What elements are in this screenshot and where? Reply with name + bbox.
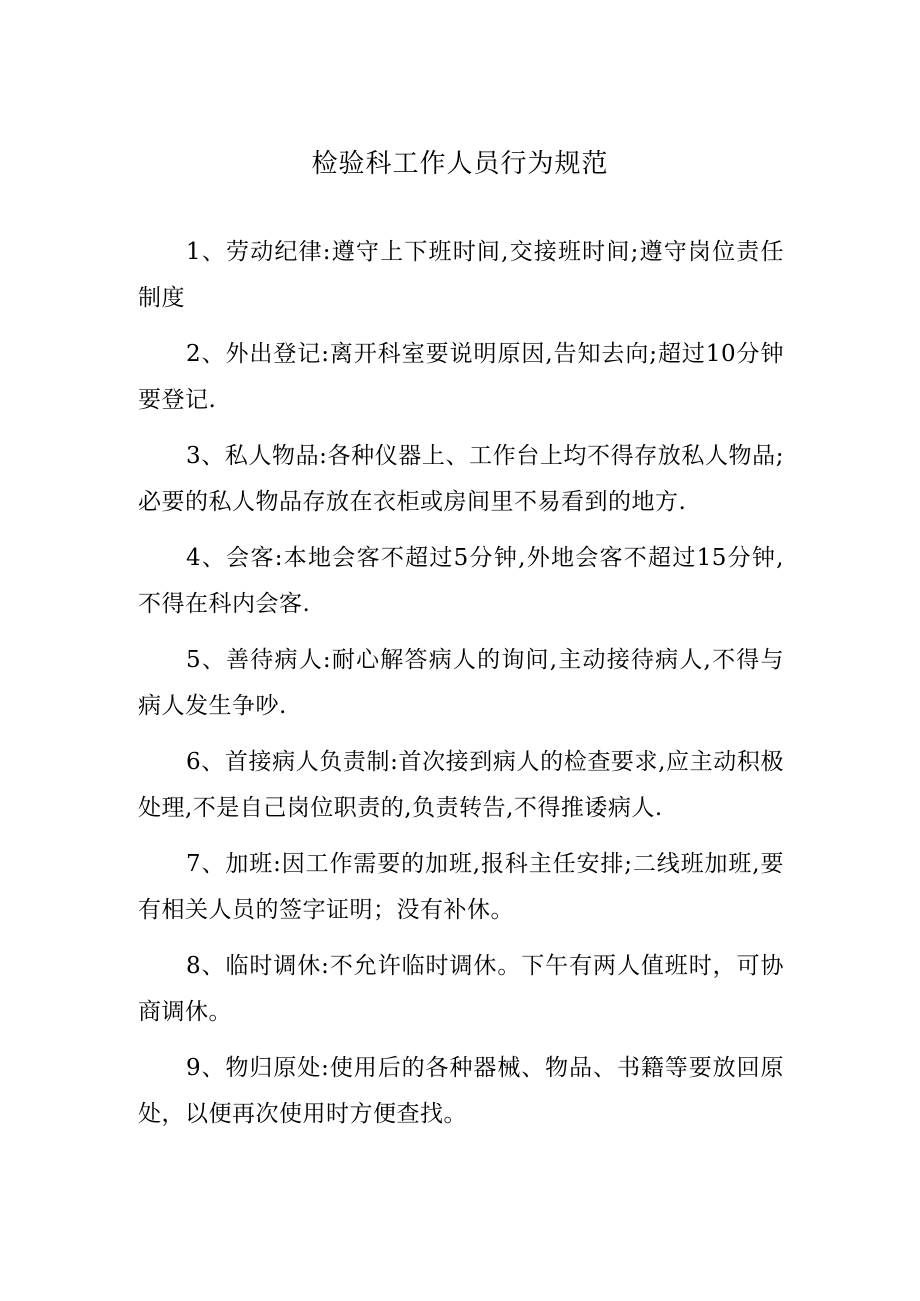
regulation-item-9: 9、物归原处:使用后的各种器械、物品、书籍等要放回原处，以便再次使用时方便查找。 (138, 1055, 784, 1127)
regulation-item-8: 8、临时调休:不允许临时调休。下午有两人值班时，可协商调休。 (138, 953, 784, 1025)
regulation-item-1: 1、劳动纪律:遵守上下班时间,交接班时间;遵守岗位责任制度 (138, 239, 784, 311)
regulation-list (138, 229, 784, 1147)
regulation-item-6: 6、首接病人负责制:首次接到病人的检查要求,应主动积极处理,不是自己岗位职责的,负责转告,不得推诿病人. (138, 749, 784, 821)
regulation-item-2: 2、外出登记:离开科室要说明原因,告知去向;超过10分钟要登记. (138, 341, 784, 413)
regulation-item-7: 7、加班:因工作需要的加班,报科主任安排;二线班加班,要有相关人员的签字证明；没有补休。 (138, 851, 784, 923)
document-title: 检验科工作人员行为规范 (311, 149, 609, 179)
regulation-item-3: 3、私人物品:各种仪器上、工作台上均不得存放私人物品;必要的私人物品存放在衣柜或房间里不易看到的地方. (138, 443, 784, 515)
regulation-item-5: 5、善待病人:耐心解答病人的询问,主动接待病人,不得与病人发生争吵. (138, 647, 784, 719)
regulation-item-4: 4、会客:本地会客不超过5分钟,外地会客不超过15分钟,不得在科内会客. (138, 545, 784, 617)
